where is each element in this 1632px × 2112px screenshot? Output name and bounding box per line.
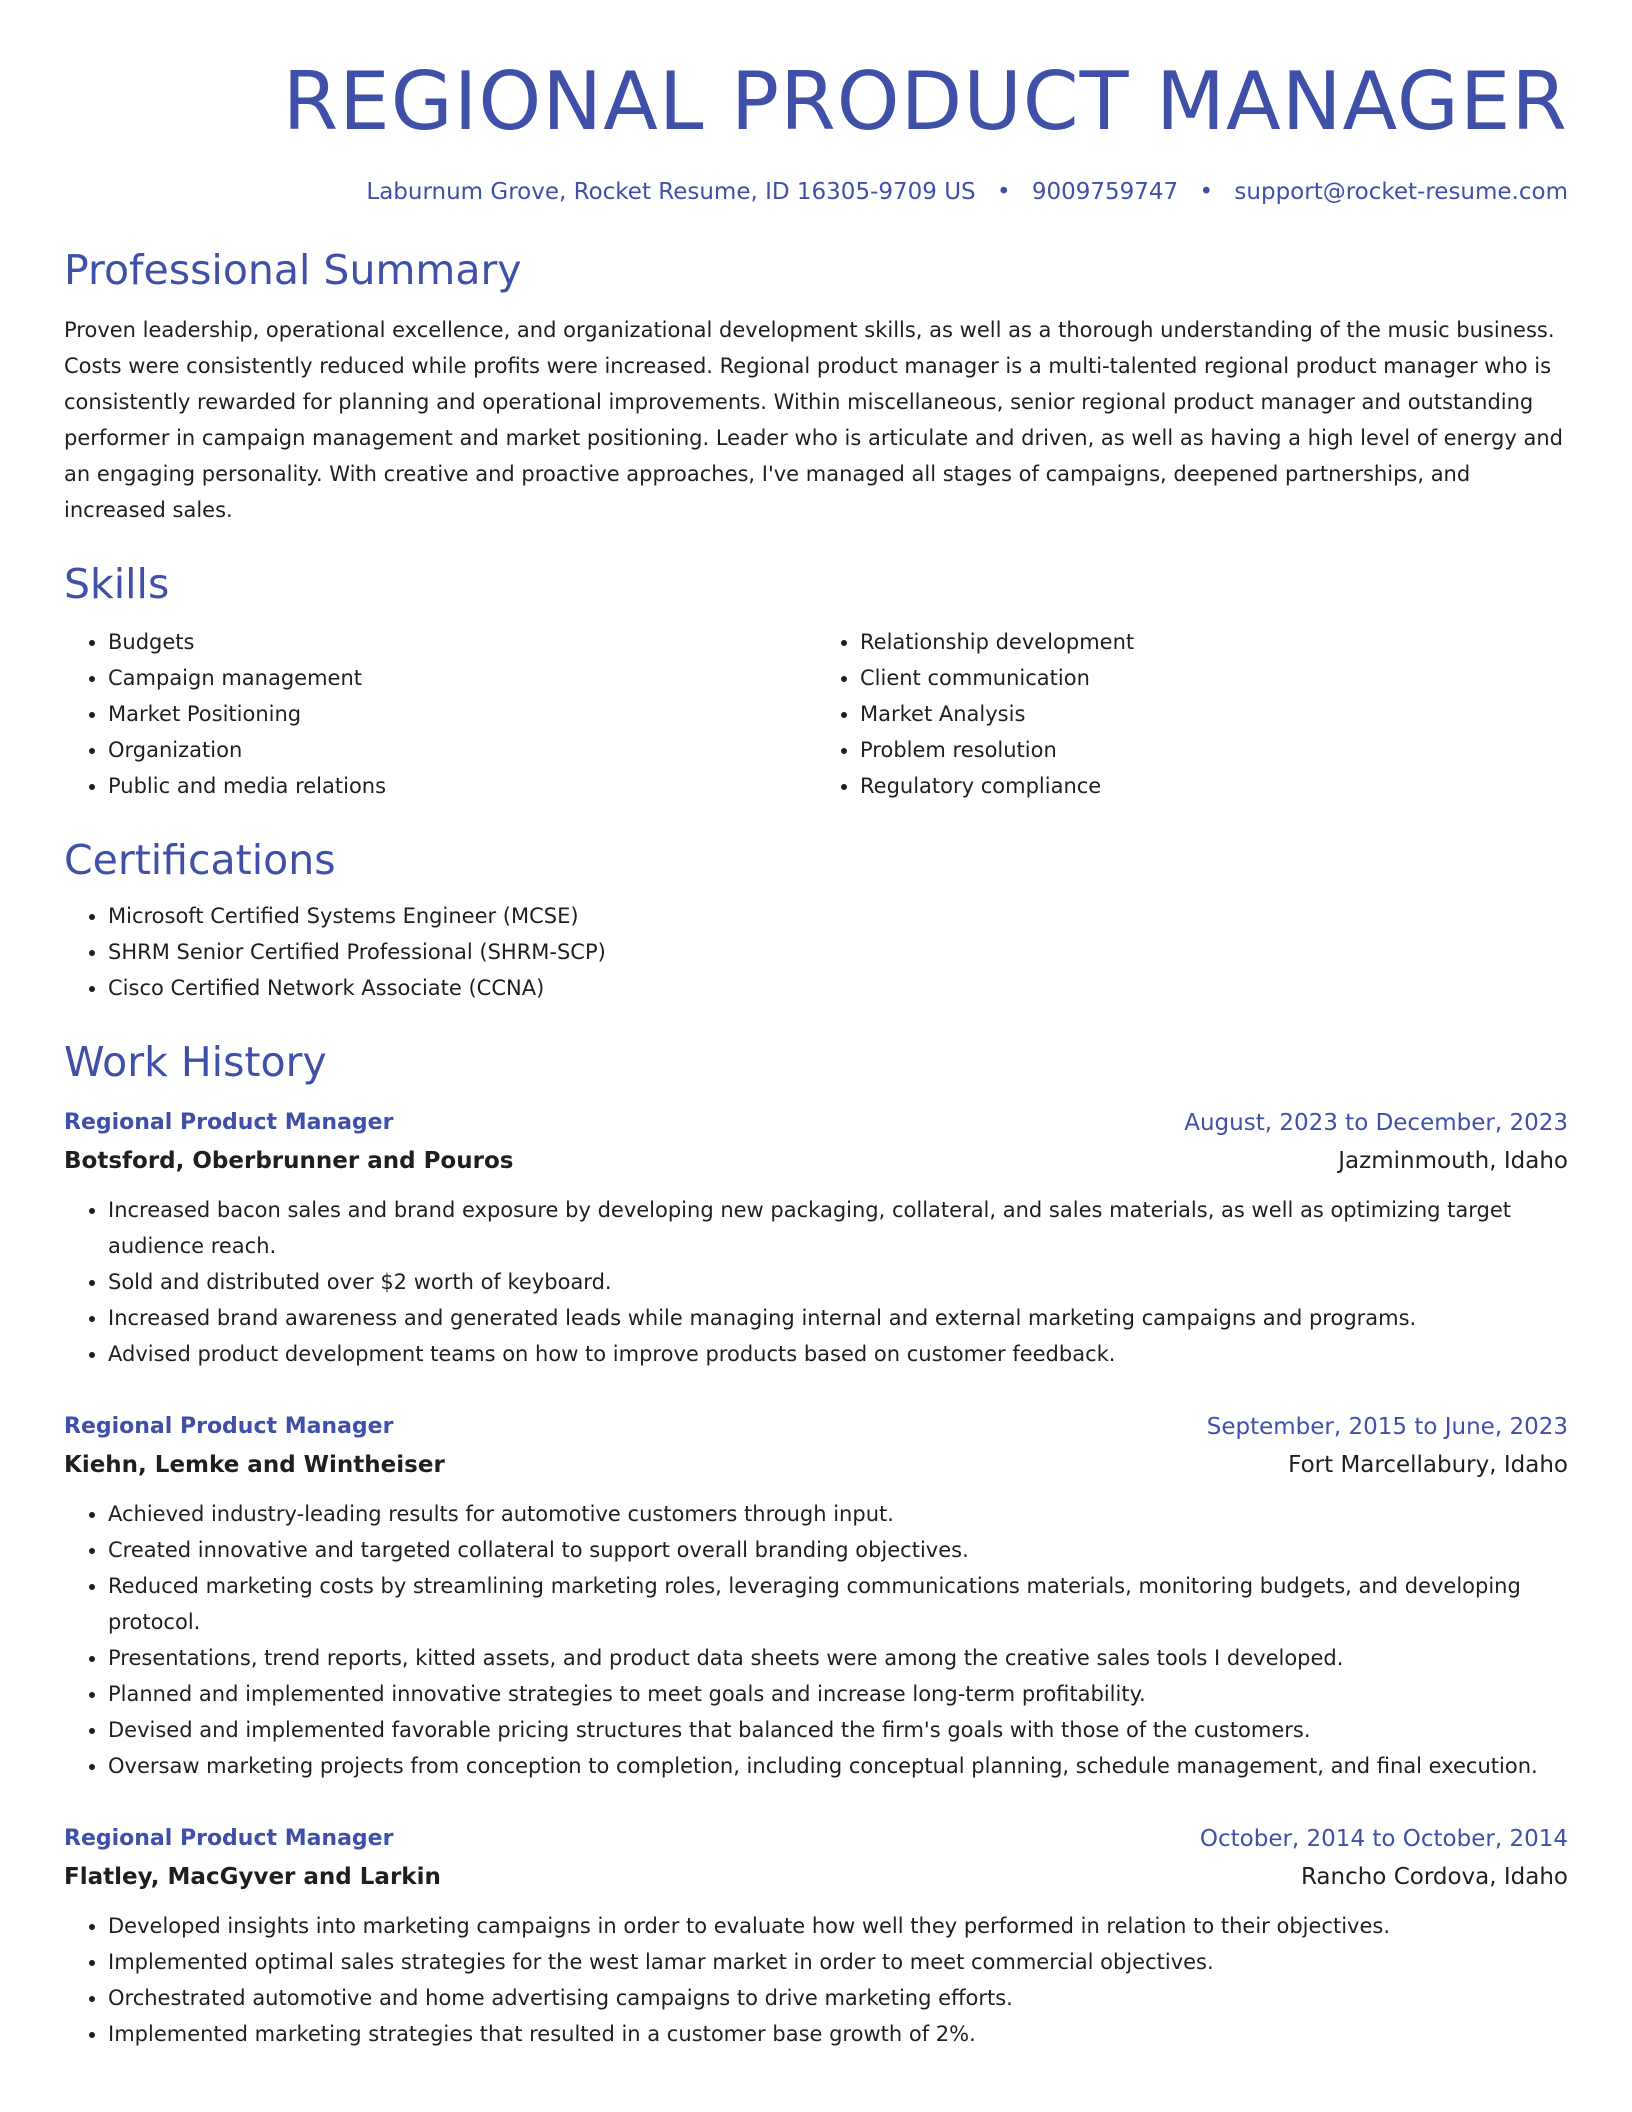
job-dates: October, 2014 to October, 2014 bbox=[1199, 1826, 1568, 1852]
skills-columns bbox=[64, 624, 1568, 804]
job-bullet: • Orchestrated automotive and home advertising campaigns to drive marketing efforts. bbox=[108, 1980, 1568, 2016]
job-bullet: • Implemented marketing strategies that resulted in a customer base growth of 2%. bbox=[108, 2016, 1568, 2052]
job-title: Regional Product Manager bbox=[64, 1110, 394, 1135]
job-bullet: • Implemented optimal sales strategies for the west lamar market in order to meet commercial objectives. bbox=[108, 1944, 1568, 1980]
contact-email[interactable]: support@rocket-resume.com bbox=[1234, 179, 1568, 205]
skill-item: • Regulatory compliance bbox=[860, 768, 1568, 804]
job-bullet: • Planned and implemented innovative strategies to meet goals and increase long-term profitability. bbox=[108, 1676, 1568, 1712]
job-title: Regional Product Manager bbox=[64, 1414, 394, 1439]
contact-separator: • bbox=[1199, 179, 1214, 205]
certification-item: • Cisco Certified Network Associate (CCNA) bbox=[108, 970, 1568, 1006]
job-bullet: • Increased brand awareness and generated leads while managing internal and external marketing campaigns and programs. bbox=[108, 1300, 1568, 1336]
job-bullet: • Developed insights into marketing campaigns in order to evaluate how well they performed in relation to their objectives. bbox=[108, 1908, 1568, 1944]
job-bullet: • Oversaw marketing projects from conception to completion, including conceptual planning, schedule management, and final execution. bbox=[108, 1748, 1568, 1784]
job-company: Kiehn, Lemke and Wintheiser bbox=[64, 1452, 445, 1478]
job-bullet: • Devised and implemented favorable pricing structures that balanced the firm's goals with those of the customers. bbox=[108, 1712, 1568, 1748]
contact-line bbox=[64, 176, 1568, 208]
summary-text: Proven leadership, operational excellence, and organizational development skills, as well as a thorough understanding of the music business. Costs were consistently reduced while profits were increased. Regional product manager is a multi-talented regional product manager who is consistently rewarded for planning and operational improvements. Within miscellaneous, senior regional product manager and outstanding performer in campaign management and market positioning. Leader who is articulate and driven, as well as having a high level of energy and an engaging personality. With creative and proactive approaches, I've managed all stages of campaigns, deepened partnerships, and increased sales. bbox=[64, 318, 1563, 522]
summary-heading: Professional Summary bbox=[64, 246, 522, 294]
certification-item: • SHRM Senior Certified Professional (SHRM-SCP) bbox=[108, 934, 1568, 970]
work-history-heading: Work History bbox=[64, 1038, 327, 1086]
job-bullet: • Presentations, trend reports, kitted assets, and product data sheets were among the creative sales tools I developed. bbox=[108, 1640, 1568, 1676]
job-location: Rancho Cordova, Idaho bbox=[1300, 1864, 1568, 1890]
job-location: Fort Marcellabury, Idaho bbox=[1288, 1452, 1568, 1478]
skill-item: • Budgets bbox=[108, 624, 816, 660]
contact-separator: • bbox=[996, 179, 1011, 205]
resume-name: REGIONAL PRODUCT MANAGER bbox=[282, 55, 1568, 148]
skill-item: • Market Analysis bbox=[860, 696, 1568, 732]
contact-address: Laburnum Grove, Rocket Resume, ID 16305-9709 US bbox=[366, 179, 976, 205]
skill-item: • Campaign management bbox=[108, 660, 816, 696]
job-bullet: • Created innovative and targeted collateral to support overall branding objectives. bbox=[108, 1532, 1568, 1568]
contact-phone[interactable]: 9009759747 bbox=[1031, 179, 1179, 205]
job-bullets bbox=[64, 1908, 1568, 2052]
skill-item: • Organization bbox=[108, 732, 816, 768]
skill-item: • Market Positioning bbox=[108, 696, 816, 732]
job-entry bbox=[64, 1408, 1568, 1784]
job-bullets bbox=[64, 1496, 1568, 1784]
skills-list-left bbox=[64, 624, 816, 804]
skill-item: • Public and media relations bbox=[108, 768, 816, 804]
skill-item: • Problem resolution bbox=[860, 732, 1568, 768]
certifications-list bbox=[64, 898, 1568, 1006]
skills-heading: Skills bbox=[64, 560, 170, 608]
job-bullet: • Increased bacon sales and brand exposure by developing new packaging, collateral, and sales materials, as well as optimizing target audience reach. bbox=[108, 1192, 1568, 1264]
job-location: Jazminmouth, Idaho bbox=[1338, 1148, 1568, 1174]
job-company: Flatley, MacGyver and Larkin bbox=[64, 1864, 441, 1890]
job-dates: August, 2023 to December, 2023 bbox=[1184, 1110, 1568, 1136]
job-entry bbox=[64, 1104, 1568, 1372]
job-bullet: • Achieved industry-leading results for automotive customers through input. bbox=[108, 1496, 1568, 1532]
job-bullet: • Sold and distributed over $2 worth of keyboard. bbox=[108, 1264, 1568, 1300]
job-bullets bbox=[64, 1192, 1568, 1372]
job-title: Regional Product Manager bbox=[64, 1826, 394, 1851]
certification-item: • Microsoft Certified Systems Engineer (MCSE) bbox=[108, 898, 1568, 934]
certifications-heading: Certifications bbox=[64, 836, 336, 884]
skill-item: • Relationship development bbox=[860, 624, 1568, 660]
skills-list-right bbox=[816, 624, 1568, 804]
skill-item: • Client communication bbox=[860, 660, 1568, 696]
job-dates: September, 2015 to June, 2023 bbox=[1206, 1414, 1568, 1440]
resume-header bbox=[64, 0, 1568, 208]
job-bullet: • Reduced marketing costs by streamlining marketing roles, leveraging communications materials, monitoring budgets, and developing protocol. bbox=[108, 1568, 1568, 1640]
job-bullet: • Advised product development teams on how to improve products based on customer feedback. bbox=[108, 1336, 1568, 1372]
job-entry bbox=[64, 1820, 1568, 2052]
job-company: Botsford, Oberbrunner and Pouros bbox=[64, 1148, 514, 1174]
